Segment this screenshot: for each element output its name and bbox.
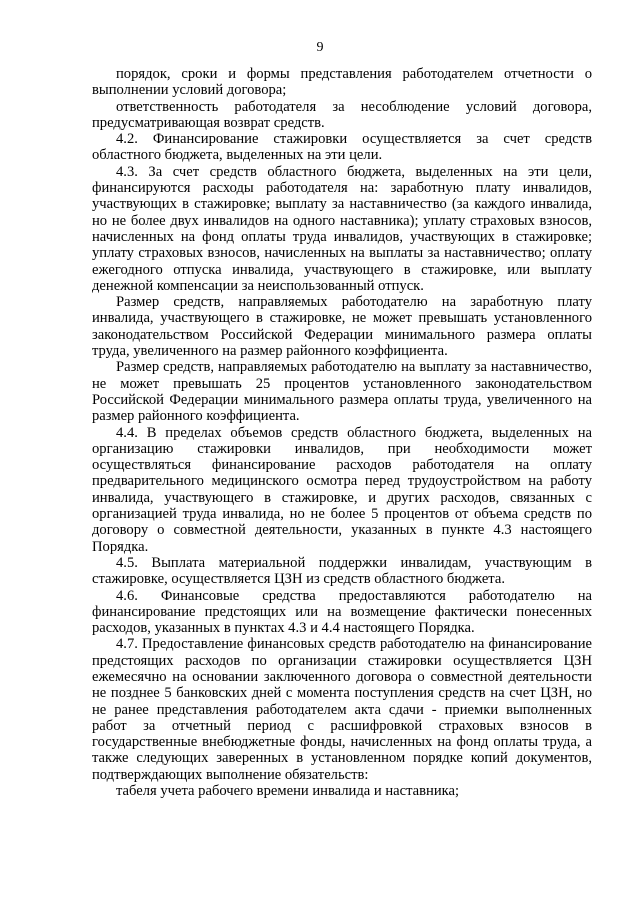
paragraph-timesheet: табеля учета рабочего времени инвалида и наставника; bbox=[116, 783, 460, 800]
paragraph-4-6: 4.6. Финансовые средства предоставляются работодателю на финансирование предстоящих или на возмещение фактически понесенных расходов, указанных в пунктах 4.3 и 4.4 настоящего Порядка. bbox=[92, 587, 592, 637]
document-body bbox=[92, 66, 592, 799]
paragraph-employer-liability: ответственность работодателя за несоблюдение условий договора, предусматривающая возврат средств. bbox=[92, 98, 592, 131]
page-number: 9 bbox=[316, 40, 324, 55]
paragraph-4-7: 4.7. Предоставление финансовых средств работодателю на финансирование предстоящих расходов по организации стажировки осуществляется ЦЗН ежемесячно на основании заключенного договора о совместной деятельности не позднее 5 банковских дней с момента поступления средств на счет ЦЗН, но не ранее представления работодателем акта сдачи - приемки выполненных работ за отчетный период с расшифровкой страховых взносов в государственные внебюджетные фонды, начисленных на фонд оплаты труда, а также следующих заверенных в установленном порядке копий документов, подтверждающих выполнение обязательств: bbox=[92, 636, 592, 783]
paragraph-4-4: 4.4. В пределах объемов средств областного бюджета, выделенных на организацию стажировки инвалидов, при необходимости может осуществляться финансирование расходов работодателя на оплату предварительного медицинского осмотра перед трудоустройством на работу инвалида, участвующего в стажировке, и других расходов, связанных с организацией труда инвалида, но не более 5 процентов от объема средств по договору о совместной деятельности, указанных в пункте 4.3 настоящего Порядка. bbox=[92, 424, 592, 555]
paragraph-wage-limit: Размер средств, направляемых работодателю на заработную плату инвалида, участвующего в стажировке, не может превышать установленного законодательством Российской Федерации минимального размера оплаты труда, увеличенного на размер районного коэффициента. bbox=[92, 294, 592, 360]
paragraph-mentoring-limit: Размер средств, направляемых работодателю на выплату за наставничество, не может превышать 25 процентов установленного законодательством Российской Федерации минимального размера оплаты труда, увеличенного на размер районного коэффициента. bbox=[92, 359, 592, 425]
paragraph-reporting-procedure: порядок, сроки и формы представления работодателем отчетности о выполнении условий договора; bbox=[92, 66, 592, 99]
paragraph-4-5: 4.5. Выплата материальной поддержки инвалидам, участвующим в стажировке, осуществляется ЦЗН из средств областного бюджета. bbox=[92, 554, 592, 588]
paragraph-4-3: 4.3. За счет средств областного бюджета, выделенных на эти цели, финансируются расходы работодателя на: заработную плату инвалидов, участвующих в стажировке; выплату за наставничество (за каждого инвалида, но не более двух инвалидов на одного наставника); уплату страховых взносов, начисленных на фонд оплаты труда инвалидов, участвующих в стажировке; уплату страховых взносов, начисленных на выплаты за наставничество; оплату ежегодного отпуска инвалида, участвующего в стажировке, или выплату денежной компенсации за неиспользованный отпуск. bbox=[92, 163, 592, 294]
paragraph-4-2: 4.2. Финансирование стажировки осуществляется за счет средств областного бюджета, выделенных на эти цели. bbox=[92, 131, 592, 164]
